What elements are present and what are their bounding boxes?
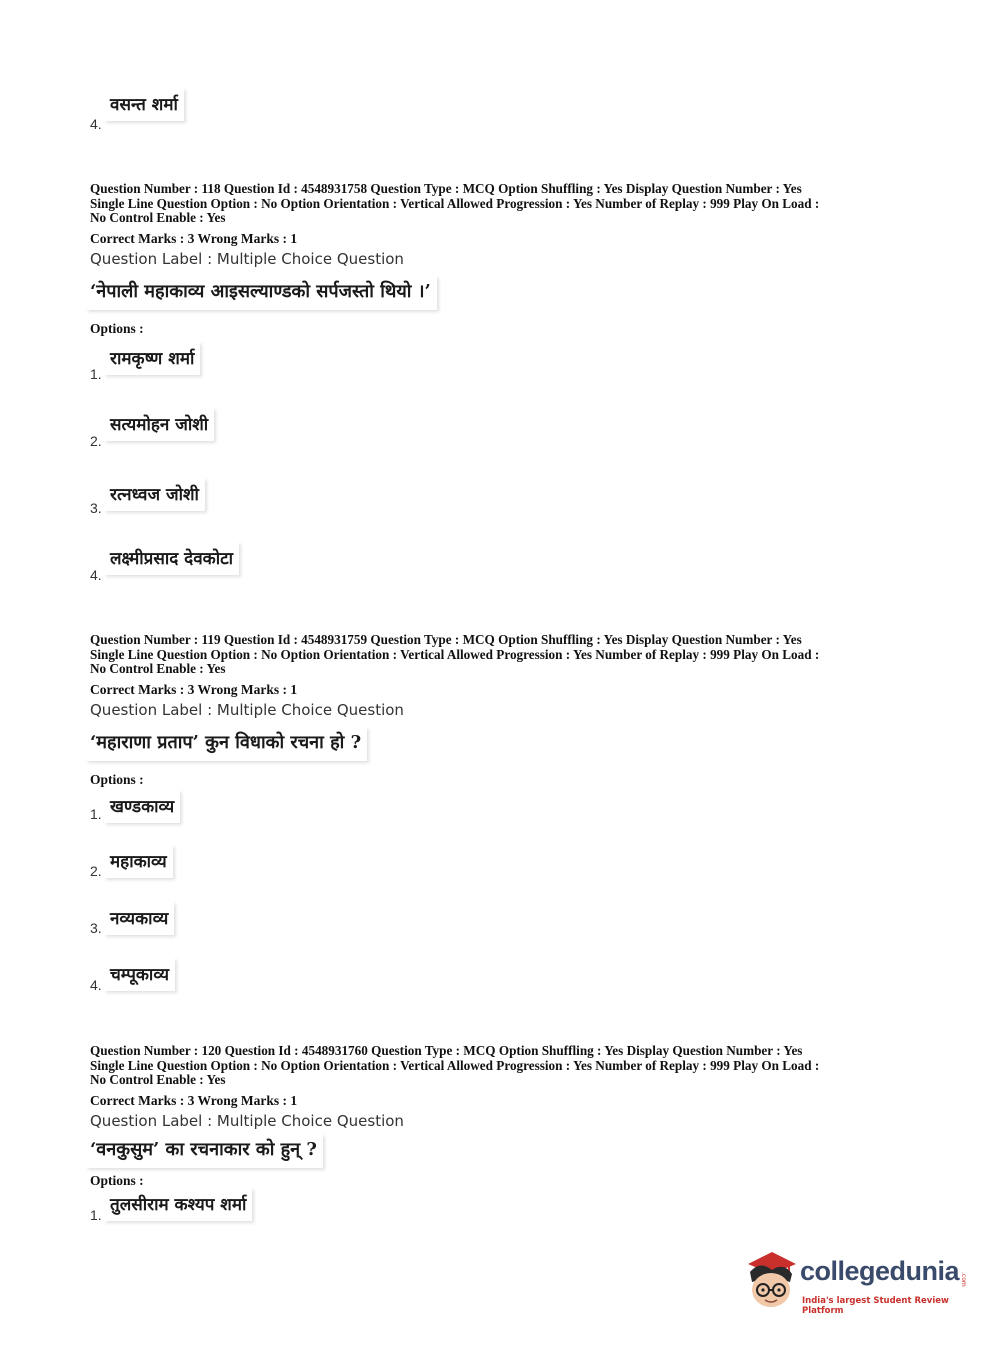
option-number: 4. <box>90 567 102 583</box>
option-box[interactable]: लक्ष्मीप्रसाद देवकोटा <box>104 542 239 575</box>
options-heading: Options : <box>90 321 144 336</box>
logo-dotcom: .com <box>960 1272 967 1287</box>
question-text: ‘नेपाली महाकाव्य आइसल्याण्डको सर्पजस्तो थियो ।’ <box>86 276 437 310</box>
question-label: Question Label : Multiple Choice Question <box>90 1112 404 1130</box>
marks-line: Correct Marks : 3 Wrong Marks : 1 <box>90 1093 298 1108</box>
option-number: 1. <box>90 806 102 822</box>
marks-line: Correct Marks : 3 Wrong Marks : 1 <box>90 682 298 697</box>
meta-line: Question Number : 118 Question Id : 4548931758 Question Type : MCQ Option Shuffling : Yes Display Question Number : Yes <box>90 181 802 196</box>
option-number: 1. <box>90 1207 102 1223</box>
option-box[interactable]: चम्पूकाव्य <box>104 958 175 991</box>
meta-line: Question Number : 119 Question Id : 4548931759 Question Type : MCQ Option Shuffling : Yes Display Question Number : Yes <box>90 632 802 647</box>
question-meta <box>90 633 920 677</box>
meta-line: No Control Enable : Yes <box>90 661 226 677</box>
option-box[interactable]: खण्डकाव्य <box>104 790 180 823</box>
question-meta <box>90 1044 920 1088</box>
collegedunia-logo[interactable] <box>742 1250 972 1314</box>
option-box[interactable]: रत्नध्वज जोशी <box>104 478 205 511</box>
option-number: 4. <box>90 977 102 993</box>
option-number: 4. <box>90 116 102 132</box>
option-number: 2. <box>90 863 102 879</box>
logo-wordmark: collegedunia <box>800 1256 960 1286</box>
option-box: वसन्त शर्मा <box>104 88 184 121</box>
option-box[interactable]: तुलसीराम कश्यप शर्मा <box>104 1188 252 1221</box>
meta-line: Single Line Question Option : No Option Orientation : Vertical Allowed Progression : Yes Number of Replay : 999 Play On Load : <box>90 195 820 211</box>
question-label: Question Label : Multiple Choice Question <box>90 250 404 268</box>
option-number: 2. <box>90 433 102 449</box>
option-number: 3. <box>90 920 102 936</box>
meta-line: Question Number : 120 Question Id : 4548931760 Question Type : MCQ Option Shuffling : Yes Display Question Number : Yes <box>90 1043 803 1058</box>
options-heading: Options : <box>90 1173 144 1188</box>
marks-line: Correct Marks : 3 Wrong Marks : 1 <box>90 231 298 246</box>
question-text: ‘महाराणा प्रताप’ कुन विधाको रचना हो ? <box>86 727 367 761</box>
logo-tagline: India's largest Student Review Platform <box>802 1296 949 1316</box>
options-heading: Options : <box>90 772 144 787</box>
option-box[interactable]: नव्यकाव्य <box>104 902 174 935</box>
meta-line: Single Line Question Option : No Option Orientation : Vertical Allowed Progression : Yes Number of Replay : 999 Play On Load : <box>90 1057 820 1073</box>
option-box[interactable]: महाकाव्य <box>104 845 173 878</box>
mascot-icon <box>742 1250 800 1314</box>
option-number: 1. <box>90 366 102 382</box>
question-label: Question Label : Multiple Choice Question <box>90 701 404 719</box>
question-text: ‘वनकुसुम’ का रचनाकार को हुन् ? <box>86 1134 323 1168</box>
meta-line: No Control Enable : Yes <box>90 1072 226 1088</box>
option-number: 3. <box>90 500 102 516</box>
option-box[interactable]: रामकृष्ण शर्मा <box>104 342 200 375</box>
meta-line: No Control Enable : Yes <box>90 210 226 226</box>
option-box[interactable]: सत्यमोहन जोशी <box>104 408 214 441</box>
meta-line: Single Line Question Option : No Option Orientation : Vertical Allowed Progression : Yes Number of Replay : 999 Play On Load : <box>90 646 820 662</box>
question-meta <box>90 182 920 226</box>
